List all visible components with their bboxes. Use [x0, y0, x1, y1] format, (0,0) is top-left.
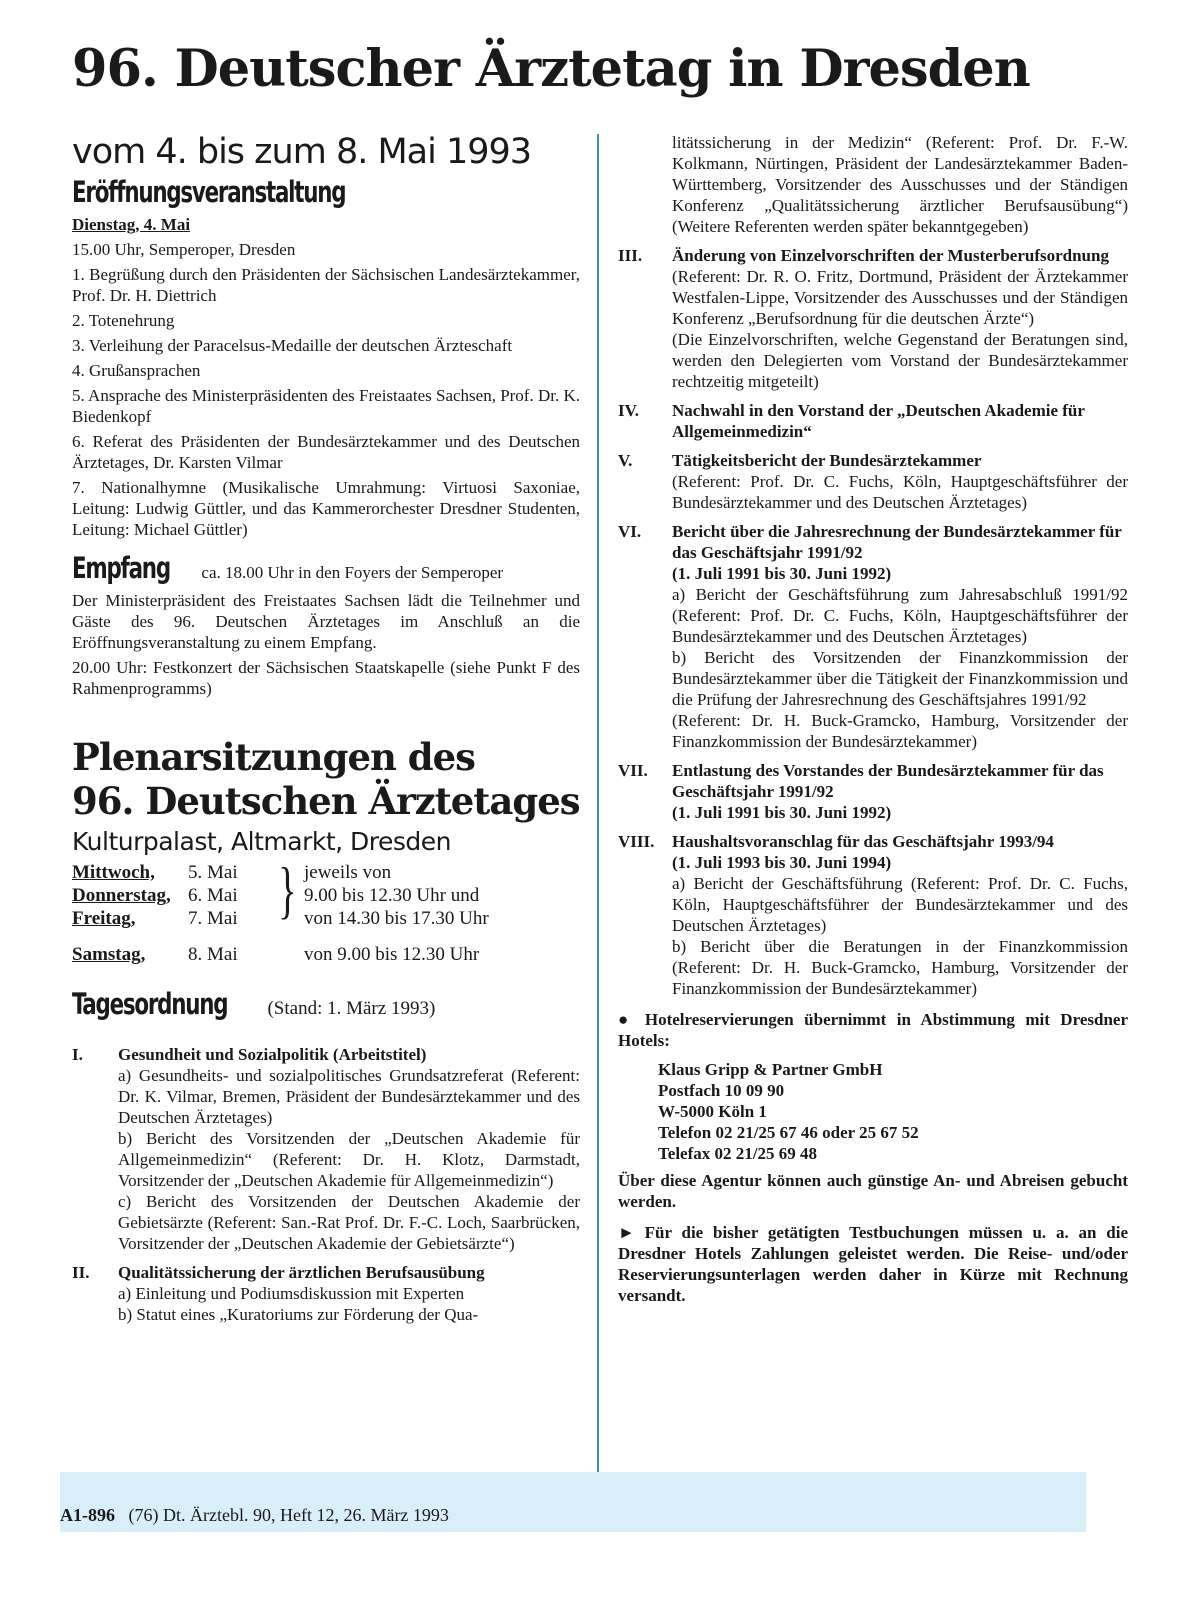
agenda-period: (1. Juli 1991 bis 30. Juni 1992)	[672, 564, 892, 583]
agenda-title: Qualitätssicherung der ärztlichen Berufsausübung	[118, 1263, 485, 1282]
agenda-note: (Stand: 1. März 1993)	[267, 997, 436, 1019]
footer	[60, 1505, 449, 1526]
opening-line: 7. Nationalhymne (Musikalische Umrahmung: Virtuosi Saxoniae, Leitung: Ludwig Güttler, und das Kammerorchester Dresdner Studenten, Leitung: Michael Güttler)	[72, 477, 580, 539]
agenda-heading: Tagesordnung	[72, 986, 228, 1021]
opening-line: 2. Totenehrung	[72, 310, 175, 330]
agenda-number: II.	[72, 1263, 90, 1282]
agenda-title: Nachwahl in den Vorstand der „Deutschen Akademie für Allgemeinmedizin“	[672, 401, 1085, 441]
agenda-text: a) Gesundheits- und sozialpolitisches Grundsatzreferat (Referent: Dr. K. Vilmar, Bremen, Präsident der Bundesärztekammer und des Deutschen Ärztetages)	[118, 1066, 580, 1127]
indent-spacer	[618, 132, 672, 237]
schedule-time: von 14.30 bis 17.30 Uhr	[304, 907, 489, 929]
page-number: A1-896	[60, 1505, 115, 1525]
hotel-payment-note: ► Für die bisher getätigten Testbuchungen müssen u. a. an die Dresdner Hotels Zahlungen geleistet werden. Die Reise- und/oder Reservierungsunterlagen werden daher in Kürze mit Rechnung versandt.	[618, 1223, 1128, 1305]
empfang-note: ca. 18.00 Uhr in den Foyers der Semperoper	[201, 562, 504, 582]
schedule-day: Freitag,	[72, 907, 136, 929]
plenar-heading-1: Plenarsitzungen des	[72, 734, 476, 779]
agenda-continuation	[618, 132, 1128, 237]
schedule-time: jeweils von	[304, 861, 392, 883]
schedule-date: 5. Mai	[188, 861, 238, 883]
hotel-note: Über diese Agentur können auch günstige An- und Abreisen gebucht werden.	[618, 1171, 1128, 1211]
left-column	[72, 132, 580, 1325]
agenda-item	[618, 831, 1128, 999]
agenda-text: a) Einleitung und Podiumsdiskussion mit Experten	[118, 1284, 465, 1303]
agenda-title: Tätigkeitsbericht der Bundesärztekammer	[672, 451, 982, 470]
agenda-item	[618, 760, 1128, 823]
schedule-time: von 9.00 bis 12.30 Uhr	[304, 943, 480, 965]
agenda-text: (Referent: Prof. Dr. C. Fuchs, Köln, Hauptgeschäftsführer der Bundesärztekammer und des Deutschen Ärztetages)	[672, 472, 1128, 512]
opening-line: 5. Ansprache des Ministerpräsidenten des Freistaates Sachsen, Prof. Dr. K. Biedenkopf	[72, 385, 580, 426]
agenda-number: IV.	[618, 401, 639, 420]
agenda-item	[618, 400, 1128, 442]
schedule-day: Samstag,	[72, 943, 146, 965]
plenar-venue: Kulturpalast, Altmarkt, Dresden	[72, 826, 451, 856]
address-line: Klaus Gripp & Partner GmbH	[658, 1060, 883, 1079]
agenda-number: III.	[618, 246, 643, 265]
schedule-day: Donnerstag,	[72, 884, 171, 906]
agenda-item	[618, 450, 1128, 513]
agenda-text: a) Bericht der Geschäftsführung (Referent: Prof. Dr. C. Fuchs, Köln, Hauptgeschäftsführer der Bundesärztekammer und des Deutschen Ärztetages)	[672, 874, 1128, 935]
opening-line: 3. Verleihung der Paracelsus-Medaille der deutschen Ärzteschaft	[72, 335, 513, 355]
address-line: Postfach 10 09 90	[658, 1081, 785, 1100]
agenda-text: (Referent: Dr. H. Buck-Gramcko, Hamburg, Vorsitzender der Finanzkommission der Bundesärztekammer)	[672, 711, 1128, 751]
empfang-heading: Empfang	[72, 550, 170, 585]
schedule-date: 8. Mai	[188, 943, 238, 965]
agenda-period: (1. Juli 1991 bis 30. Juni 1992)	[672, 803, 892, 822]
opening-line: 4. Grußansprachen	[72, 360, 201, 380]
page-title: 96. Deutscher Ärztetag in Dresden	[72, 39, 1030, 99]
agenda-title: Gesundheit und Sozialpolitik (Arbeitstitel)	[118, 1045, 427, 1064]
plenar-heading-2: 96. Deutschen Ärztetages	[72, 778, 580, 823]
agenda-title: Änderung von Einzelvorschriften der Musterberufsordnung	[672, 246, 1109, 265]
agenda-number: I.	[72, 1045, 83, 1064]
agenda-item	[618, 245, 1128, 392]
right-column	[618, 132, 1128, 1306]
brace-glyph: }	[278, 853, 297, 925]
opening-day: Dienstag, 4. Mai	[72, 214, 191, 234]
agenda-text: (Die Einzelvorschriften, welche Gegenstand der Beratungen sind, werden den Delegierten vom Vorstand der Bundesärztekammer rechtzeitig mitgeteilt)	[672, 330, 1128, 391]
agenda-number: V.	[618, 451, 633, 470]
agenda-title: Bericht über die Jahresrechnung der Bundesärztekammer für das Geschäftsjahr 1991/92	[672, 522, 1122, 562]
agenda-title: Haushaltsvoranschlag für das Geschäftsjahr 1993/94	[672, 832, 1054, 851]
address-line: Telefon 02 21/25 67 46 oder 25 67 52	[658, 1123, 919, 1142]
agenda-item	[72, 1044, 580, 1254]
address-line: Telefax 02 21/25 69 48	[658, 1144, 817, 1163]
schedule-day: Mittwoch,	[72, 861, 155, 883]
agenda-text: b) Bericht des Vorsitzenden der „Deutschen Akademie für Allgemeinmedizin“ (Referent: Dr. H. Klotz, Darmstadt, Vorsitzender der „Deutschen Akademie für Allgemeinmedizin“)	[118, 1129, 580, 1190]
agenda-text: (Referent: Dr. R. O. Fritz, Dortmund, Präsident der Ärztekammer Westfalen-Lippe, Vorsitzender des Ausschusses und der Ständigen Konferenz „Berufsordnung für die deutschen Ärzte“)	[672, 267, 1128, 328]
schedule-date: 7. Mai	[188, 907, 238, 929]
empfang-concert: 20.00 Uhr: Festkonzert der Sächsischen Staatskapelle (siehe Punkt F des Rahmenprogramms)	[72, 657, 580, 698]
agenda-title: Entlastung des Vorstandes der Bundesärztekammer für das Geschäftsjahr 1991/92	[672, 761, 1104, 801]
agenda-text: c) Bericht des Vorsitzenden der Deutschen Akademie der Gebietsärzte (Referent: San.-Rat Prof. Dr. F.-C. Loch, Saarbrücken, Vorsitzender der „Deutschen Akademie der Gebietsärzte“)	[118, 1192, 580, 1253]
agenda-item	[618, 521, 1128, 752]
agenda-text: litätssicherung in der Medizin“ (Referent: Prof. Dr. F.-W. Kolkmann, Nürtingen, Präsident der Landesärztekammer Baden-Württemberg, Vorsitzender des Ausschusses und der Ständigen Konferenz „Qualitätssicherung ärztlicher Berufsausübung“) (Weitere Referenten werden später bekanntgegeben)	[672, 133, 1128, 236]
empfang-text: Der Ministerpräsident des Freistaates Sachsen lädt die Teilnehmer und Gäste des 96. Deutschen Ärztetages im Anschluß an die Eröffnungsveranstaltung zu einem Empfang.	[72, 590, 580, 652]
agenda-item	[72, 1262, 580, 1325]
journal-reference: (76) Dt. Ärztebl. 90, Heft 12, 26. März 1993	[128, 1505, 449, 1525]
column-divider	[597, 134, 599, 1519]
agenda-number: VI.	[618, 522, 642, 541]
schedule	[72, 853, 580, 972]
agenda-text: b) Bericht über die Beratungen in der Finanzkommission (Referent: Dr. H. Buck-Gramcko, Hamburg, Vorsitzender der Finanzkommission der Bundesärztekammer)	[672, 937, 1128, 998]
agenda-text: b) Statut eines „Kuratoriums zur Förderung der Qua-	[118, 1305, 479, 1324]
hotel-intro: ● Hotelreservierungen übernimmt in Abstimmung mit Dresdner Hotels:	[618, 1010, 1128, 1050]
address-line: W-5000 Köln 1	[658, 1102, 767, 1121]
opening-line: 1. Begrüßung durch den Präsidenten der Sächsischen Landesärztekammer, Prof. Dr. H. Diettrich	[72, 264, 580, 305]
agenda-text: b) Bericht des Vorsitzenden der Finanzkommission der Bundesärztekammer über die Tätigkeit der Finanzkommission und die Prüfung der Jahresrechnung des Geschäftsjahres 1991/92	[672, 648, 1128, 709]
agenda-number: VII.	[618, 761, 648, 780]
agenda-period: (1. Juli 1993 bis 30. Juni 1994)	[672, 853, 892, 872]
opening-heading: Eröffnungsveranstaltung	[72, 175, 346, 210]
hotel-address	[658, 1059, 1128, 1164]
date-line: vom 4. bis zum 8. Mai 1993	[72, 132, 532, 172]
schedule-date: 6. Mai	[188, 884, 238, 906]
opening-line: 15.00 Uhr, Semperoper, Dresden	[72, 239, 296, 259]
agenda-number: VIII.	[618, 832, 655, 851]
agenda-text: a) Bericht der Geschäftsführung zum Jahresabschluß 1991/92 (Referent: Prof. Dr. C. Fuchs, Köln, Hauptgeschäftsführer der Bundesärztekammer und des Deutschen Ärztetages)	[672, 585, 1128, 646]
schedule-time: 9.00 bis 12.30 Uhr und	[304, 884, 480, 906]
opening-line: 6. Referat des Präsidenten der Bundesärztekammer und des Deutschen Ärztetages, Dr. Karsten Vilmar	[72, 431, 580, 472]
